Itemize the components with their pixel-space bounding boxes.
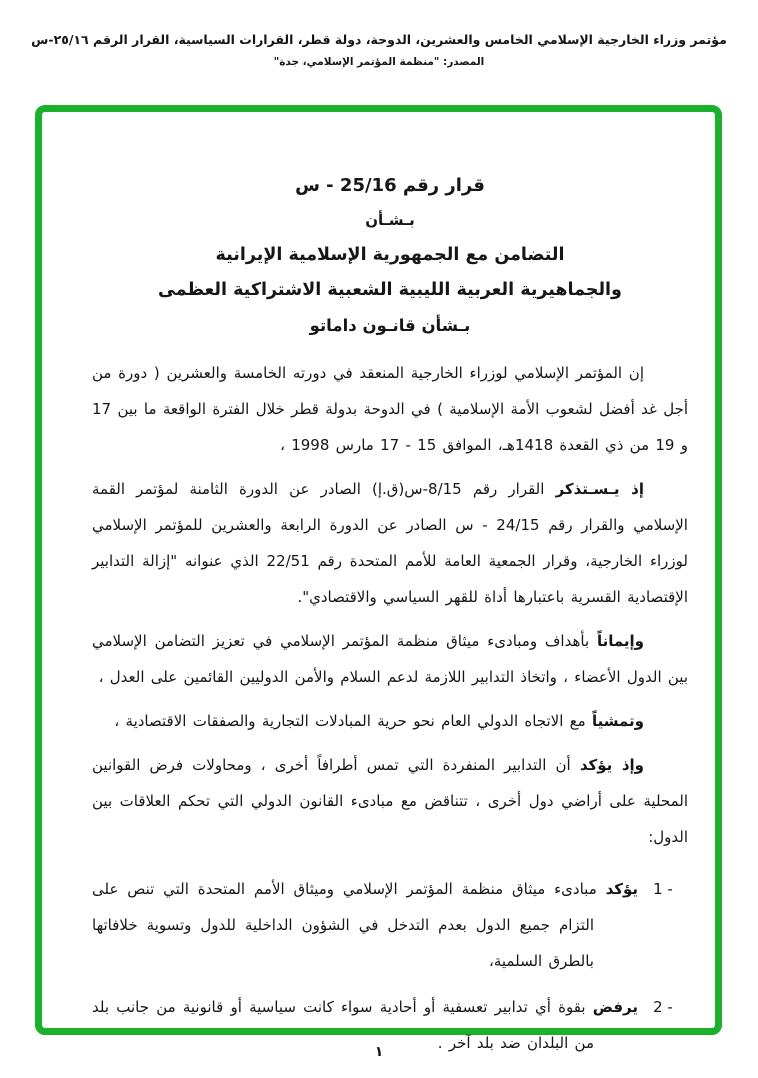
title-subject-line-1: التضامن مع الجمهورية الإسلامية الإيرانية: [215, 245, 565, 265]
header-citation-line: مؤتمر وزراء الخارجية الإسلامي الخامس والعشرين، الدوحة، دولة قطر، القرارات السياسية، القرار الرقم ٢٥/١٦-س: [31, 32, 727, 47]
title-subject-line-3: بـشأن قانـون داماتو: [309, 316, 471, 335]
item-lead: يرفض: [592, 998, 638, 1016]
paragraph-text: مع الاتجاه الدولي العام نحو حرية المبادلات التجارية والصفقات الاقتصادية ،: [114, 712, 592, 730]
preamble-paragraph-3: [92, 623, 688, 695]
paragraph-text: بأهداف ومبادىء ميثاق منظمة المؤتمر الإسلامي في تعزيز التضامن الإسلامي بين الدول الأعضاء ، واتخاذ التدابير اللازمة لدعم السلام والأمن الدوليين القائمين على العدل ،: [92, 632, 688, 686]
resolution-body: [92, 355, 688, 1061]
item-1-text: [92, 871, 638, 979]
title-regarding-word: بـشـأن: [365, 211, 415, 229]
title-subject-line-2: والجماهيرية العربية الليبية الشعبية الاشتراكية العظمى: [158, 280, 622, 300]
preamble-paragraph-5: [92, 747, 688, 855]
header-source-line: المصدر: "منظمة المؤتمر الإسلامي، جدة": [273, 56, 485, 68]
preamble-paragraph-2: [92, 471, 688, 615]
page-number: ١: [374, 1044, 384, 1060]
paragraph-text: القرار رقم 8/15-س(ق.إ) الصادر عن الدورة الثامنة لمؤتمر القمة الإسلامي والقرار رقم 24/15 - س الصادر عن الدورة الرابعة والعشرين للمؤتمر الإسلامي لوزراء الخارجية، وقرار الجمعية العامة للأمم المتحدة رقم 22/51 الذي عنوانه "إزالة التدابير الإقتصادية القسرية باعتبارها أداة للقهر السياسي والاقتصادي".: [92, 480, 688, 606]
resolution-title-block: [92, 168, 688, 343]
resolution-number-title: قرار رقم 25/16 - س: [295, 175, 485, 196]
preamble-paragraph-4: [92, 703, 688, 739]
item-1-number: 1 -: [653, 880, 673, 898]
paragraph-lead: وإيماناً: [596, 632, 644, 650]
preamble-paragraph-1: [92, 355, 688, 463]
paragraph-text: أن التدابير المنفردة التي تمس أطرافاً أخرى ، ومحاولات فرض القوانين المحلية على أراضي دول أخرى ، تتناقض مع مبادىء القانون الدولي التي تحكم العلاقات بين الدول:: [92, 756, 688, 846]
paragraph-text: إن المؤتمر الإسلامي لوزراء الخارجية المنعقد في دورته الخامسة والعشرين ( دورة من أجل غد أفضل لشعوب الأمة الإسلامية ) في الدوحة بدولة قطر خلال الفترة الواقعة ما بين 17 و 19 من ذي القعدة 1418هـ، الموافق 15 - 17 مارس 1998 ،: [92, 364, 688, 454]
list-item-1: [92, 871, 688, 979]
paragraph-lead: إذ يـسـتذكر: [555, 480, 644, 498]
item-text: بقوة أي تدابير تعسفية أو أحادية سواء كانت سياسية أو قانونية من جانب بلد من البلدان ضد بلد آخر .: [92, 998, 594, 1052]
paragraph-lead: وتمشياً: [591, 712, 644, 730]
item-text: مبادىء ميثاق منظمة المؤتمر الإسلامي وميثاق الأمم المتحدة التي تنص على التزام جميع الدول بعدم التدخل في الشؤون الداخلية للدول وتسوية خلافاتها بالطرق السلمية،: [92, 880, 606, 970]
document-header: [0, 30, 758, 70]
item-2-number: 2 -: [653, 998, 673, 1016]
paragraph-lead: وإذ يؤكد: [579, 756, 644, 774]
green-border-frame: [35, 105, 722, 1052]
item-lead: يؤكد: [605, 880, 638, 898]
